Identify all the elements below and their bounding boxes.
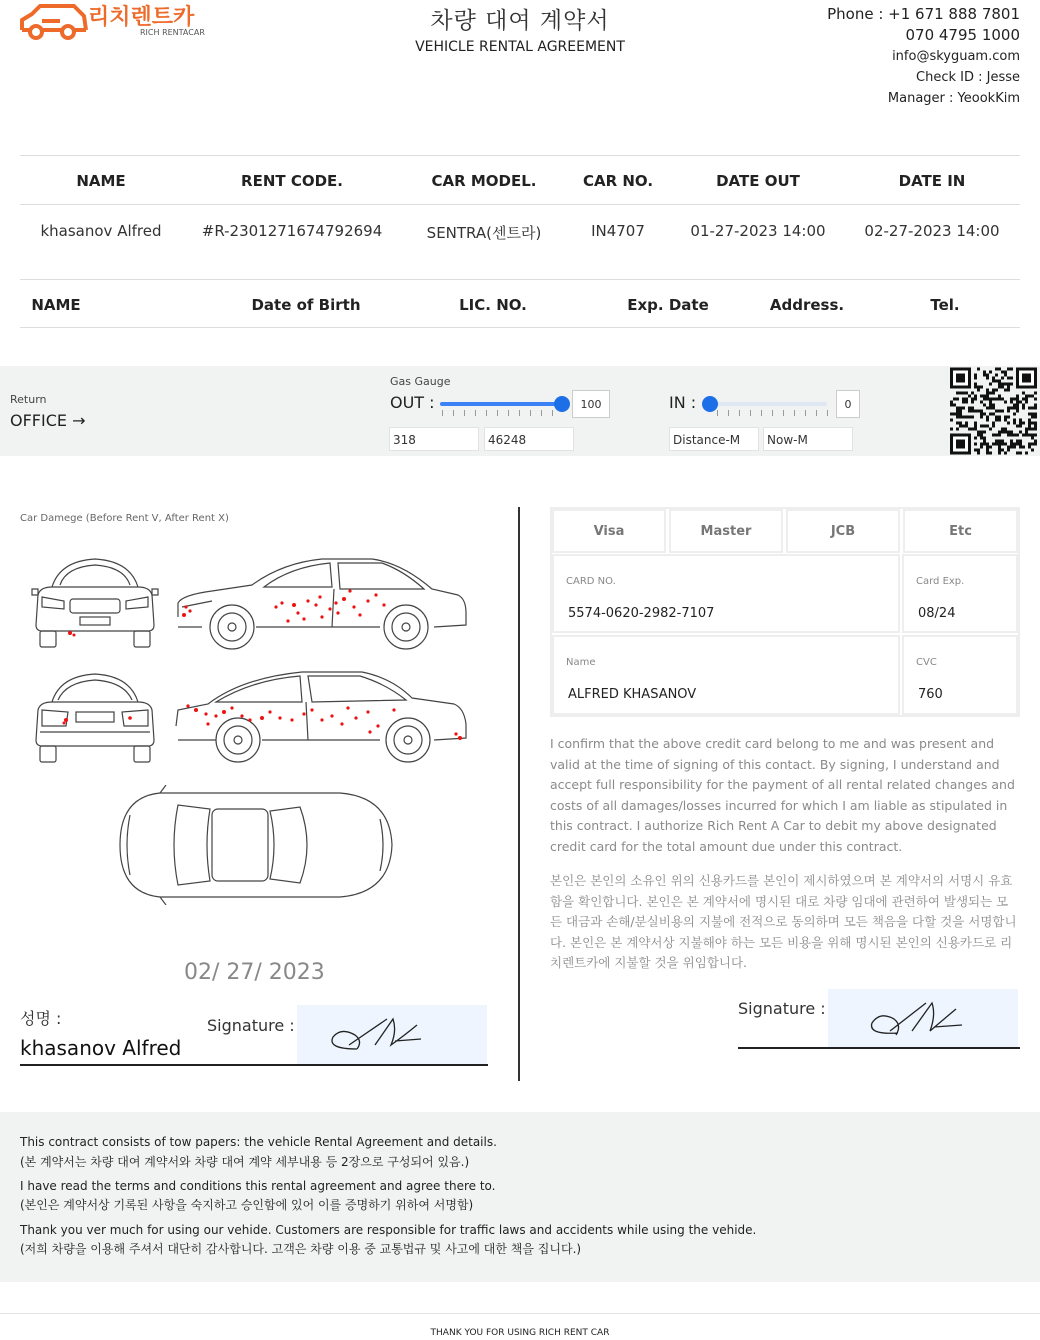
table-divider	[20, 155, 1020, 156]
cell-rent-code: #R-2301271674792694	[201, 222, 383, 240]
car-right-side-view-icon	[172, 668, 470, 768]
return-location: OFFICE →	[10, 411, 86, 430]
cell-car-no: IN4707	[591, 222, 645, 240]
footer-line-6: (저희 차량을 이용해 주셔서 대단히 감사합니다. 고객은 차량 이용 중 교통법규 및 사고에 대한 책을 집니다.)	[20, 1242, 582, 1256]
footer-line-3: I have read the terms and conditions this rental agreement and agree there to.	[20, 1179, 496, 1193]
car-left-side-view-icon	[172, 555, 470, 655]
qr-code-icon	[950, 367, 1040, 455]
brand-name-ko: 리치렌트카	[88, 5, 195, 30]
handwritten-signature	[297, 1005, 487, 1064]
gas-in-label: IN :	[669, 393, 697, 412]
return-label: Return	[10, 393, 47, 406]
gas-out-value[interactable]: 100	[572, 390, 610, 418]
cell-date-out: 01-27-2023 14:00	[690, 222, 826, 240]
header-name: NAME	[76, 172, 126, 190]
car-rear-view-icon	[30, 670, 160, 770]
contact-check-id: Check ID : Jesse	[916, 70, 1020, 85]
contact-manager: Manager : YeookKim	[887, 91, 1020, 106]
card-cvc-field[interactable]	[902, 635, 1018, 715]
card-type-visa[interactable]: Visa	[552, 509, 666, 553]
gas-in-track	[703, 402, 827, 406]
footer-line-2: (본 계약서는 차량 대여 계약서와 차량 대여 계약 세부내용 등 2장으로 구성되어 있음.)	[20, 1155, 470, 1169]
gas-in-value[interactable]: 0	[836, 390, 860, 418]
customer-signature-box[interactable]	[297, 1005, 487, 1064]
out-distance-input[interactable]: 318	[389, 427, 479, 451]
header-car-model: CAR MODEL.	[431, 172, 537, 190]
handwritten-signature	[828, 989, 1018, 1048]
card-number-field[interactable]	[552, 554, 900, 633]
out-odometer-input[interactable]: 46248	[484, 427, 574, 451]
card-cvc-label: CVC	[916, 657, 937, 668]
driver-header-license: LIC. NO.	[459, 296, 527, 314]
card-exp-value: 08/24	[918, 606, 956, 621]
contact-email: info@skyguam.com	[892, 49, 1020, 64]
gas-in-ticks	[717, 410, 829, 416]
driver-header-tel: Tel.	[930, 296, 960, 314]
contact-block	[827, 4, 1020, 109]
driver-header-address: Address.	[769, 296, 845, 314]
card-number-label: CARD NO.	[566, 576, 616, 587]
footer-line-4: (본인은 계약서상 기록된 사항을 숙지하고 승인함에 있어 이를 증명하기 위하여 서명함)	[20, 1198, 474, 1212]
footer-line-5: Thank you ver much for using our vehide. Customers are responsible for traffic laws and accidents while using the vehide.	[20, 1223, 757, 1237]
cardholder-name-field[interactable]	[552, 635, 900, 715]
table-divider	[20, 279, 1020, 280]
damage-caption: Car Damege (Before Rent V, After Rent X)	[20, 513, 229, 524]
cardholder-name-value: ALFRED KHASANOV	[568, 687, 697, 702]
cell-car-model: SENTRA(센트라)	[426, 224, 542, 242]
card-type-etc[interactable]: Etc	[903, 509, 1018, 553]
brand-name-en: RICH RENTACAR	[140, 28, 205, 37]
cell-date-in: 02-27-2023 14:00	[864, 222, 1000, 240]
card-exp-field[interactable]	[902, 554, 1018, 633]
in-distance-input[interactable]: Distance-M	[669, 427, 759, 451]
customer-name-label: 성명 :	[20, 1009, 62, 1028]
card-signature-label: Signature :	[738, 999, 826, 1018]
signature-date: 02/ 27/ 2023	[184, 960, 325, 985]
header-rent-code: RENT CODE.	[241, 172, 343, 190]
terms-english: I confirm that the above credit card belong to me and was present and valid at the time of signing of this contact. By signing, I understand and accept full responsibility for the payment of all rental related changes and costs of all damages/losses incurred for which I am liable as stipulated in this contract. I authorize Rich Rent A Car to debit my above designated credit card for the total amount due under this contract.	[550, 736, 1015, 854]
customer-name: khasanov Alfred	[20, 1036, 182, 1060]
header-date-out: DATE OUT	[716, 172, 800, 190]
gas-in-thumb[interactable]	[702, 396, 718, 412]
contact-phone-2: 070 4795 1000	[905, 26, 1020, 44]
customer-signature-label: Signature :	[207, 1016, 295, 1035]
cardholder-name-label: Name	[566, 657, 596, 668]
terms-korean: 본인은 본인의 소유인 위의 신용카드를 본인이 제시하였으며 본 계약서의 서명시 유효함을 확인합니다. 본인은 본 계약서에 명시된 대로 차량 임대에 관련하여 발생되는 모든 대금과 손해/분실비용의 지불에 전적으로 동의하며 모든 책음을 다할 것을 서명합니다. 본인은 본 계약서상 지불해야 하는 모든 비용을 위해 명시된 본인의 신용카드로 리치렌트카에 지불할 것을 위임합니다.	[550, 873, 1017, 970]
contact-phone-1: Phone : +1 671 888 7801	[827, 5, 1020, 23]
card-number-value: 5574-0620-2982-7107	[568, 606, 715, 621]
driver-header-exp-date: Exp. Date	[627, 296, 709, 314]
table-divider	[20, 327, 1020, 328]
cell-name: khasanov Alfred	[40, 222, 162, 240]
gas-out-label: OUT :	[390, 393, 435, 412]
document-title-ko: 차량 대여 계약서	[430, 8, 610, 34]
card-signature-underline	[738, 1047, 1020, 1049]
card-signature-box[interactable]	[828, 989, 1018, 1048]
gas-out-fill	[440, 402, 562, 406]
card-type-jcb[interactable]: JCB	[786, 509, 900, 553]
car-front-view-icon	[30, 555, 160, 655]
driver-header-dob: Date of Birth	[251, 296, 361, 314]
thank-you-text: THANK YOU FOR USING RICH RENT CAR	[430, 1328, 610, 1338]
in-odometer-input[interactable]: Now-M	[763, 427, 853, 451]
card-cvc-value: 760	[918, 687, 943, 702]
driver-header-name: NAME	[31, 296, 81, 314]
footer-divider	[0, 1313, 1040, 1314]
header-date-in: DATE IN	[898, 172, 966, 190]
document-title-en: VEHICLE RENTAL AGREEMENT	[415, 39, 625, 55]
car-top-view-icon	[100, 785, 400, 905]
section-divider	[518, 507, 520, 1081]
signature-underline	[20, 1064, 488, 1066]
gas-gauge-label: Gas Gauge	[390, 375, 451, 388]
gas-out-ticks	[442, 410, 554, 416]
card-type-master[interactable]: Master	[669, 509, 783, 553]
card-exp-label: Card Exp.	[916, 576, 965, 587]
gas-out-thumb[interactable]	[554, 396, 570, 412]
header-car-no: CAR NO.	[582, 172, 654, 190]
footer-line-1: This contract consists of tow papers: the vehicle Rental Agreement and details.	[20, 1135, 497, 1149]
table-divider	[20, 204, 1020, 205]
